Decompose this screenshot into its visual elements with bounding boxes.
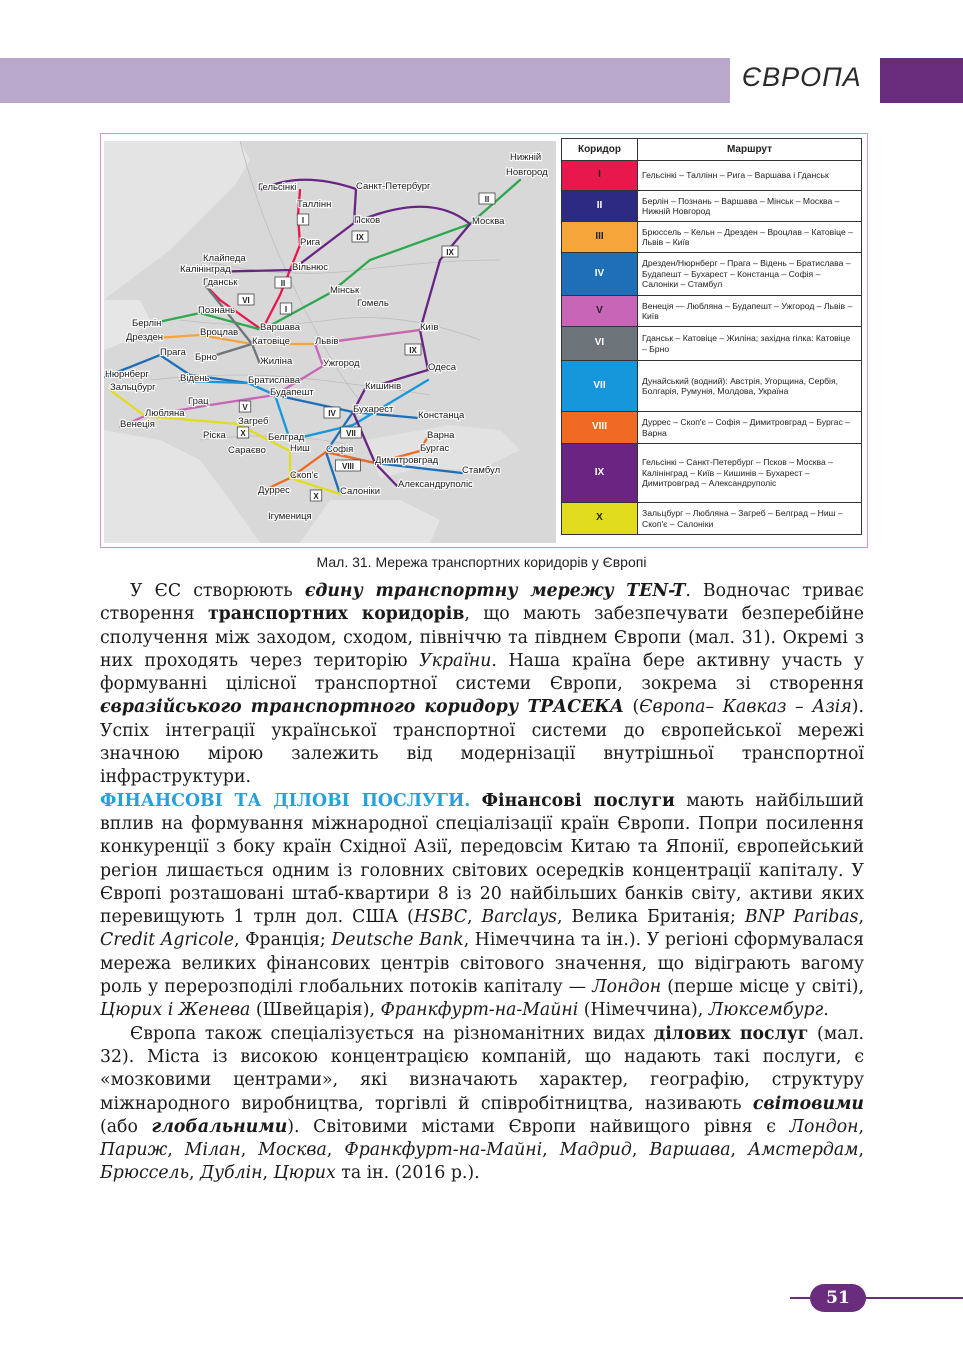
text-run: , (631, 1140, 650, 1161)
svg-text:VI: VI (242, 296, 250, 305)
map-city-label: Одеса (428, 362, 457, 373)
text-run: (Німеччина), (578, 1000, 709, 1021)
svg-text:II: II (280, 279, 286, 288)
map-city-label: Любляна (145, 408, 185, 419)
figure-caption: Мал. 31. Мережа транспортних коридорів у Європі (316, 554, 647, 570)
svg-text:I: I (284, 305, 288, 314)
text-run: , (858, 907, 864, 928)
route-cell: Брюссель – Кельн – Дрезден – Вроцлав – Катовіце – Львів – Київ (638, 222, 862, 253)
map-city-label: Катовіце (252, 336, 290, 347)
map-city-label: Познань (198, 305, 236, 316)
italic-term: Брюссель (100, 1163, 189, 1184)
text-run: . (823, 1000, 829, 1021)
text-run: , (858, 1116, 864, 1137)
map-city-label: Салоніки (340, 486, 381, 497)
text-run: , Німеччина та ін.). У регіоні сформувалася мережа великих фінансових центрів світового значення, що відіграють вагому роль у перерозподілі глобальних потоків капіталу — (100, 930, 865, 998)
text-run: (Швейцарія), (250, 1000, 381, 1021)
map-city-label: Рига (300, 237, 321, 248)
map-city-label: Констанца (418, 410, 465, 421)
table-row (562, 296, 862, 327)
map-city-label: Братислава (248, 375, 301, 386)
svg-text:IV: IV (328, 409, 336, 418)
table-header-route: Маршрут (638, 139, 862, 161)
svg-text:VII: VII (346, 429, 356, 438)
map-city-label: Варшава (260, 322, 301, 333)
svg-text:IX: IX (409, 346, 417, 355)
page-number: 51 (810, 1284, 866, 1312)
route-cell: Зальцбург – Любляна – Загреб – Белград – Ниш – Скоп'є – Салоніки (638, 503, 862, 535)
italic-term: HSBC (413, 907, 468, 928)
map-corridor-label (405, 344, 421, 355)
text-run: та ін. (2016 р.). (335, 1163, 480, 1184)
body-text (100, 580, 864, 1186)
map-city-label: Димитровград (375, 455, 439, 466)
map-city-label: Венеція (120, 419, 155, 430)
table-row (562, 503, 862, 535)
text-run: , (467, 907, 482, 928)
table-row (562, 222, 862, 253)
table-row (562, 161, 862, 191)
table-row (562, 444, 862, 503)
italic-term: Цюрих (273, 1163, 336, 1184)
bold-term: ділових послуг (653, 1023, 809, 1044)
map-city-label: Вільнюс (292, 262, 329, 273)
italic-term: Люксембург (708, 1000, 824, 1021)
text-run: , (188, 1163, 200, 1184)
italic-term: Європа– Кавказ – Азія (639, 697, 852, 718)
map-corridor-label (239, 401, 251, 412)
corridor-id-cell: IV (562, 253, 638, 296)
svg-text:V: V (242, 403, 248, 412)
map-corridor-label (336, 460, 361, 471)
text-run: , що мають забезпечувати безперебійне сполучення між заходом, сходом, північчю та півднем Європи (мал. 31). Окремі з них проходять через територію (100, 604, 864, 671)
bold-term: Фінансові послуги (481, 790, 675, 811)
map-city-label: Нижній (510, 152, 542, 163)
text-run: , Франція; (234, 930, 332, 951)
italic-term: Цюрих і Женева (100, 1000, 251, 1021)
italic-term: Barclays (481, 907, 557, 928)
map-city-label: Гданськ (203, 277, 238, 288)
map-city-label: Варна (427, 430, 455, 441)
section-heading: ФІНАНСОВІ ТА ДІЛОВІ ПОСЛУГИ. (100, 790, 471, 811)
map-city-label: Клайпеда (203, 253, 246, 264)
text-run: У ЄС створюють (130, 581, 305, 601)
table-header-corridor: Коридор (562, 139, 638, 161)
map-corridor-label (275, 277, 291, 288)
corridor-id-cell: VII (562, 361, 638, 412)
corridor-id-cell: VIII (562, 412, 638, 444)
text-run: , (262, 1163, 274, 1184)
italic-term: Лондон (789, 1116, 859, 1137)
italic-term: Париж (100, 1140, 168, 1161)
map-corridor-label (280, 303, 292, 314)
map-corridor-label (238, 294, 254, 305)
map-city-label: Ігумениця (268, 511, 312, 522)
header-accent-block (880, 58, 963, 103)
italic-term: Deutsche Bank (331, 930, 464, 951)
map-city-label: Дрезден (126, 332, 164, 343)
table-row (562, 412, 862, 444)
italic-term: BNP Paribas (744, 907, 859, 928)
map-city-label: Мінськ (330, 285, 360, 296)
map-city-label: Калінінград (180, 264, 231, 275)
corridor-map (104, 141, 556, 543)
route-cell: Гданськ – Катовіце – Жиліна; західна гілка: Катовіце – Брно (638, 327, 862, 361)
paragraph-transport (100, 580, 864, 790)
key-term: єдину транспортну мережу TEN-T (304, 581, 686, 601)
map-city-label: Гомель (357, 298, 389, 309)
italic-term: Мілан (184, 1140, 241, 1161)
map-city-label: Дуррес (258, 485, 290, 496)
italic-term: Амстердам (748, 1140, 859, 1161)
map-city-label: Новгород (506, 167, 548, 178)
svg-text:X: X (313, 492, 319, 501)
map-city-label: Брно (195, 352, 218, 363)
route-cell: Венеція — Любляна – Будапешт – Ужгород – Львів – Київ (638, 296, 862, 327)
map-corridor-label (310, 490, 322, 501)
map-city-label: Гельсінкі (258, 182, 297, 193)
map-city-label: Бухарест (353, 404, 394, 415)
route-cell: Берлін – Познань – Варшава – Мінськ – Москва – Нижній Новгород (638, 191, 862, 222)
corridor-id-cell: II (562, 191, 638, 222)
table-row (562, 253, 862, 296)
map-city-label: Зальцбург (110, 382, 156, 393)
svg-text:IX: IX (446, 248, 454, 257)
table-row (562, 191, 862, 222)
key-term: глобальними (151, 1116, 288, 1137)
map-corridor-label (479, 193, 495, 204)
corridor-table (561, 138, 862, 535)
map-corridor-label (352, 231, 368, 242)
italic-term: Мадрид (559, 1140, 632, 1161)
text-run: , (240, 1140, 259, 1161)
map-city-label: Вроцлав (200, 327, 239, 338)
svg-text:X: X (240, 429, 246, 438)
text-run: , (730, 1140, 749, 1161)
route-cell: Дунайський (водний): Австрія, Угорщина, Сербія, Болгарія, Румунія, Молдова, Україна (638, 361, 862, 412)
table-row (562, 361, 862, 412)
route-cell: Гельсінкі – Таллінн – Рига – Варшава і Гданськ (638, 161, 862, 191)
italic-term: Дублін (199, 1163, 263, 1184)
text-run: , (326, 1140, 345, 1161)
svg-text:II: II (484, 195, 490, 204)
map-corridor-label (442, 246, 458, 257)
corridor-id-cell: III (562, 222, 638, 253)
map-city-label: Берлін (132, 318, 162, 329)
map-city-label: Москва (472, 216, 505, 227)
header-bar (0, 58, 730, 103)
map-city-label: Ужгород (323, 358, 360, 369)
map-corridor-label (324, 407, 340, 418)
bold-term: транспортних коридорів (207, 604, 465, 625)
italic-term: Москва (258, 1140, 327, 1161)
text-run: , (542, 1140, 560, 1161)
svg-text:IX: IX (356, 233, 364, 242)
text-run (470, 791, 481, 811)
map-city-label: Стамбул (462, 465, 501, 476)
italic-term: Варшава (649, 1140, 731, 1161)
map-city-label: Санкт-Петербург (356, 181, 431, 192)
map-city-label: Львів (315, 336, 339, 347)
corridor-id-cell: VI (562, 327, 638, 361)
map-city-label: Загреб (238, 416, 269, 427)
corridor-id-cell: X (562, 503, 638, 535)
italic-term: Лондон (592, 977, 662, 998)
map-corridor-label (341, 427, 362, 438)
map-city-label: Жиліна (260, 356, 293, 367)
text-run: ). Успіх інтеграції української транспортної системи до європейської мережі значною мірою залежить від модернізації внутрішньої транспортної інфраструктури. (100, 697, 864, 788)
italic-term: Франкфурт-на-Майні (344, 1140, 543, 1161)
italic-term: України (419, 650, 492, 671)
key-term: світовими (752, 1093, 864, 1114)
map-corridor-label (297, 214, 309, 225)
key-term: євразійського транспортного коридору ТРАСЕКА (100, 697, 624, 718)
map-city-label: Відень (180, 373, 210, 384)
text-run: мають найбільший вплив на формування міжнародної спеціалізації країн Європи. Попри посилення конкуренції з боку країн Східної Азії, передовсім Китаю та Японії, європейський регіон лишається одним із головних світових осередків концентрації капіталу. У Європі розташовані штаб-квартири 8 із 20 найбільших банків світу, активи яких перевищують 1 трлн дол. США ( (100, 790, 865, 928)
map-city-label: Софія (326, 444, 354, 455)
text-run: (мал. 32). Міста із високою концентрацією компаній, що надають такі послуги, є «мозковими центрами», які визначають характер, географію, структуру міжнародного виробництва, торгівлі й співробітництва, називають (100, 1023, 864, 1114)
map-city-label: Нюрнберг (105, 369, 149, 380)
map-city-label: Псков (354, 215, 381, 226)
route-cell: Гельсінкі – Санкт-Петербург – Псков – Москва – Калінінград – Київ – Кишинів – Бухарест – Димитровград – Александруполіс (638, 444, 862, 503)
map-city-label: Бургас (420, 443, 450, 454)
map-city-label: Прага (160, 347, 186, 358)
corridor-id-cell: IX (562, 444, 638, 503)
map-corridor-label (237, 427, 249, 438)
map-city-label: Київ (420, 322, 439, 333)
italic-term: Франкфурт-на-Майні (380, 1000, 579, 1021)
paragraph-business (100, 1023, 864, 1186)
text-run: . Наша країна бере активну участь у формуванні цілісної транспортної системи Європи, зокрема зі створення (100, 650, 864, 695)
text-run: , (858, 1140, 864, 1161)
map-city-label: Кишинів (365, 381, 402, 392)
italic-term: Credit Agricole (100, 930, 235, 951)
svg-text:VIII: VIII (341, 462, 355, 471)
paragraph-finance (100, 790, 864, 1023)
text-run: , Велика Британія; (556, 907, 745, 928)
corridor-id-cell: I (562, 161, 638, 191)
text-run: (або (100, 1116, 152, 1137)
route-cell: Дрезден/Нюрнберг – Прага – Відень – Братислава – Будапешт – Бухарест – Констанца – Софія – Салоніки – Стамбул (638, 253, 862, 296)
text-run: ( (623, 697, 640, 718)
map-city-label: Александруполіс (398, 479, 473, 490)
route-cell: Дуррес – Скоп'є – Софія – Димитровград – Бургас – Варна (638, 412, 862, 444)
map-city-label: Грац (188, 396, 209, 407)
svg-text:I: I (301, 216, 305, 225)
text-run: . Водночас триває створення (100, 581, 864, 625)
text-run: (перше місце у світі), (661, 977, 864, 998)
corridor-id-cell: V (562, 296, 638, 327)
map-city-label: Ріска (203, 430, 226, 441)
map-city-label: Таллінн (297, 199, 332, 210)
text-run: ). Світовими містами Європи найвищого рівня є (287, 1116, 790, 1137)
text-run: , (167, 1140, 185, 1161)
map-city-label: Белград (268, 432, 305, 443)
map-city-label: Сараєво (228, 445, 266, 456)
chapter-title: ЄВРОПА (742, 62, 862, 92)
map-city-label: Будапешт (270, 387, 314, 398)
map-city-label: Скоп'є (290, 470, 319, 481)
table-row (562, 327, 862, 361)
text-run: Європа також спеціалізується на різноманітних видах (130, 1023, 654, 1044)
map-city-label: Ниш (290, 443, 310, 454)
